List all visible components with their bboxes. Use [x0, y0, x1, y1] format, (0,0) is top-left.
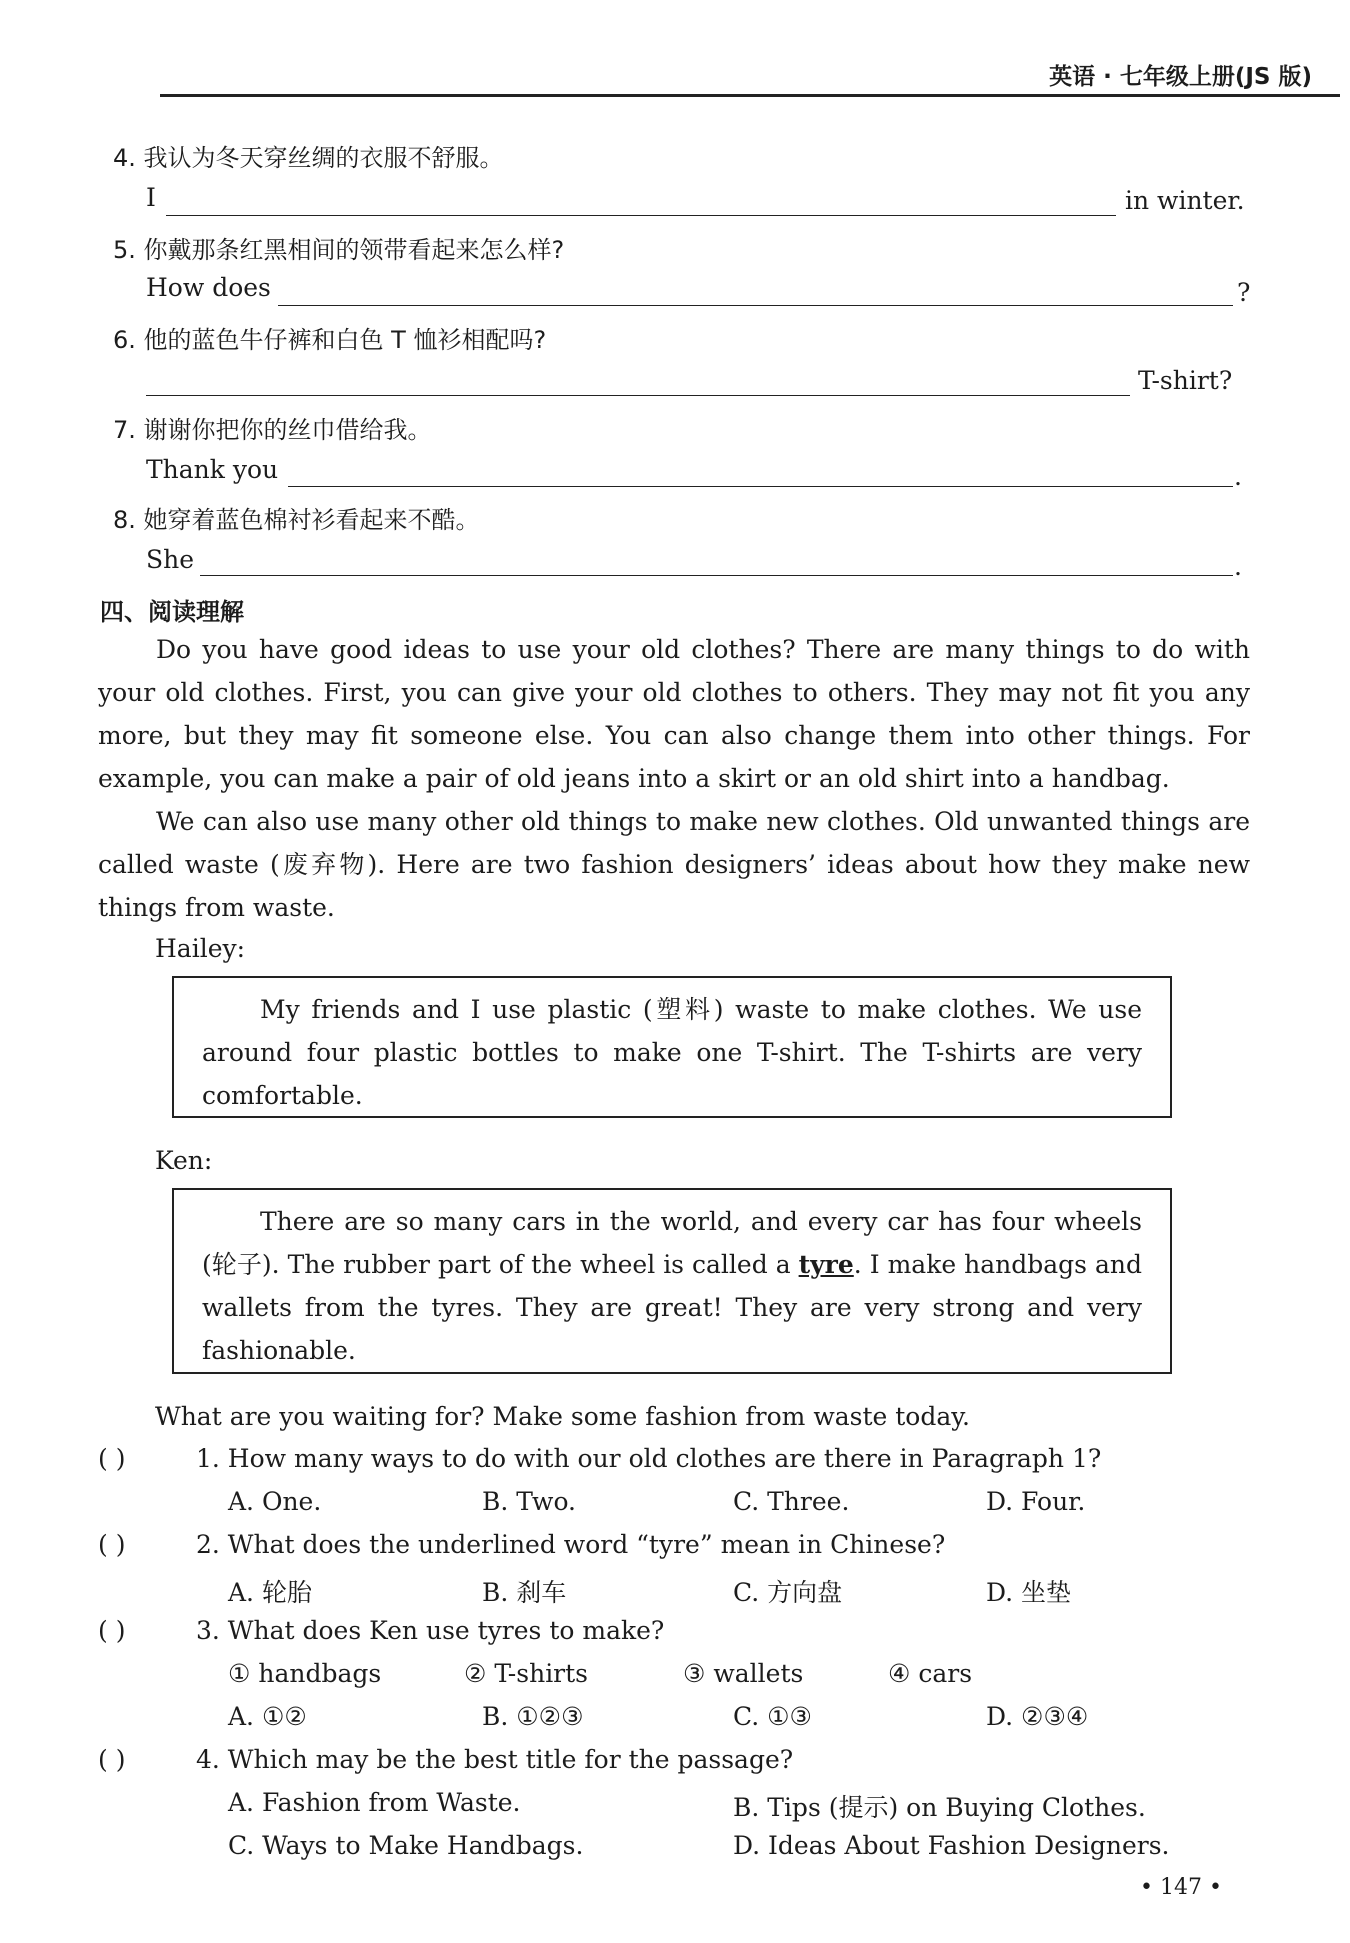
question-1-stem: 1. How many ways to do with our old clothes are there in Paragraph 1?: [196, 1444, 1102, 1473]
ken-quote-text-2: . I make handbags and wallets from the tyres. They are great! They are very strong and very fashionable.: [202, 1250, 1142, 1365]
answer-prefix: How does: [146, 273, 271, 302]
answer-suffix: .: [1234, 552, 1242, 581]
chinese-sentence: 你戴那条红黑相间的领带看起来怎么样?: [143, 236, 565, 264]
page-number: • 147 •: [1140, 1875, 1222, 1900]
passage-paragraph-2: We can also use many other old things to make new clothes. Old unwanted things are called waste (废弃物). Here are two fashion designers’ ideas about how they make new things from waste.: [98, 807, 1250, 922]
answer-prefix: Thank you: [146, 455, 279, 484]
answer-blank-5[interactable]: [278, 305, 1233, 306]
answer-prefix: She: [146, 545, 195, 574]
chinese-sentence: 他的蓝色牛仔裤和白色 T 恤衫相配吗?: [143, 326, 547, 354]
translation-item-6: [113, 320, 546, 355]
answer-blank-6[interactable]: [146, 395, 1130, 396]
item-number: 8.: [113, 506, 136, 534]
q3-item-3: ③ wallets: [683, 1659, 804, 1688]
item-number: 4.: [113, 144, 136, 172]
answer-paren-1[interactable]: ( ): [98, 1444, 126, 1473]
page-header-title: 英语 · 七年级上册(JS 版): [1049, 64, 1312, 90]
chinese-sentence: 我认为冬天穿丝绸的衣服不舒服。: [143, 144, 504, 172]
answer-blank-4[interactable]: [166, 215, 1116, 216]
speaker-hailey: Hailey:: [155, 934, 246, 963]
passage-closing: What are you waiting for? Make some fashion from waste today.: [155, 1402, 971, 1431]
q3-option-c[interactable]: C. ①③: [733, 1702, 812, 1731]
q4-option-a[interactable]: A. Fashion from Waste.: [228, 1788, 521, 1817]
chinese-sentence: 谢谢你把你的丝巾借给我。: [143, 416, 432, 444]
q3-item-4: ④ cars: [888, 1659, 973, 1688]
answer-prefix: I: [146, 183, 156, 212]
answer-suffix: in winter.: [1125, 186, 1245, 215]
hailey-quote-box: My friends and I use plastic (塑料) waste to make clothes. We use around four plastic bottles to make one T-shirt. The T-shirts are very comfortable.: [172, 976, 1172, 1118]
translation-item-5: [113, 230, 564, 265]
q2-option-c[interactable]: C. 方向盘: [733, 1578, 843, 1607]
speaker-ken: Ken:: [155, 1146, 213, 1175]
answer-blank-8[interactable]: [200, 575, 1233, 576]
item-number: 6.: [113, 326, 136, 354]
passage-paragraph-1: Do you have good ideas to use your old clothes? There are many things to do with your old clothes. First, you can give your old clothes to others. They may not fit you any more, but they may fit someone else. You can also change them into other things. For example, you can make a pair of old jeans into a skirt or an old shirt into a handbag.: [98, 635, 1250, 793]
question-4-stem: 4. Which may be the best title for the passage?: [196, 1745, 794, 1774]
chinese-sentence: 她穿着蓝色棉衬衫看起来不酷。: [143, 506, 480, 534]
q3-option-b[interactable]: B. ①②③: [482, 1702, 584, 1731]
answer-paren-2[interactable]: ( ): [98, 1530, 126, 1559]
question-2-stem: 2. What does the underlined word “tyre” mean in Chinese?: [196, 1530, 946, 1559]
answer-suffix: ?: [1237, 278, 1251, 307]
answer-paren-4[interactable]: ( ): [98, 1745, 126, 1774]
item-number: 7.: [113, 416, 136, 444]
translation-item-4: [113, 138, 504, 173]
answer-blank-7[interactable]: [288, 486, 1233, 487]
header-rule: [160, 94, 1340, 97]
translation-item-7: [113, 410, 432, 445]
q2-option-d[interactable]: D. 坐垫: [986, 1578, 1072, 1607]
q1-option-d[interactable]: D. Four.: [986, 1487, 1086, 1516]
q1-option-b[interactable]: B. Two.: [482, 1487, 577, 1516]
q3-option-d[interactable]: D. ②③④: [986, 1702, 1089, 1731]
section-title: 四、阅读理解: [100, 598, 244, 626]
q3-item-2: ② T-shirts: [464, 1659, 589, 1688]
q2-option-b[interactable]: B. 刹车: [482, 1578, 567, 1607]
q4-option-b[interactable]: B. Tips (提示) on Buying Clothes.: [733, 1793, 1146, 1822]
q1-option-a[interactable]: A. One.: [228, 1487, 322, 1516]
item-number: 5.: [113, 236, 136, 264]
answer-paren-3[interactable]: ( ): [98, 1616, 126, 1645]
underlined-word-tyre: tyre: [798, 1250, 854, 1279]
question-3-stem: 3. What does Ken use tyres to make?: [196, 1616, 665, 1645]
translation-item-8: [113, 500, 480, 535]
ken-quote-box: [172, 1188, 1172, 1374]
q4-option-d[interactable]: D. Ideas About Fashion Designers.: [733, 1831, 1170, 1860]
q3-item-1: ① handbags: [228, 1659, 382, 1688]
q2-option-a[interactable]: A. 轮胎: [228, 1578, 312, 1607]
q1-option-c[interactable]: C. Three.: [733, 1487, 850, 1516]
answer-suffix: T-shirt?: [1138, 366, 1233, 395]
ken-quote-text-1: There are so many cars in the world, and every car has four wheels (轮子). The rubber part of the wheel is called a: [202, 1207, 1142, 1279]
answer-suffix: .: [1234, 462, 1242, 491]
q3-option-a[interactable]: A. ①②: [228, 1702, 307, 1731]
q4-option-c[interactable]: C. Ways to Make Handbags.: [228, 1831, 584, 1860]
